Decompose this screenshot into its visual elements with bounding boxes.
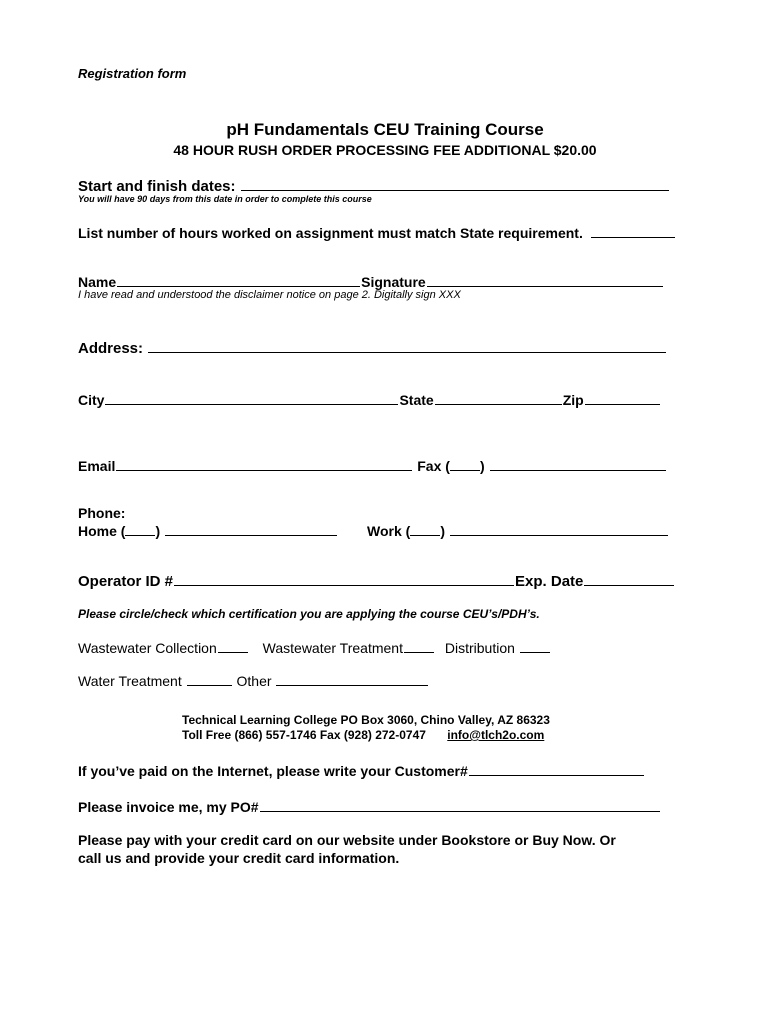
home-phone-label: Home (	[78, 523, 126, 539]
exp-date-input[interactable]	[584, 571, 674, 586]
dates-input[interactable]	[241, 176, 669, 191]
dates-label: Start and finish dates:	[78, 178, 236, 195]
name-signature-row	[78, 272, 664, 290]
credit-card-line-2: call us and provide your credit card information.	[78, 850, 400, 866]
fax-area-code-input[interactable]	[450, 456, 480, 471]
city-label: City	[78, 392, 105, 408]
cert-option-water-treatment[interactable]: Water Treatment	[78, 673, 182, 689]
customer-number-row	[78, 761, 645, 779]
certification-row-1	[78, 638, 551, 656]
credit-card-line-1: Please pay with your credit card on our website under Bookstore or Buy Now. Or	[78, 832, 616, 848]
operator-row	[78, 571, 675, 590]
dates-row	[78, 176, 670, 195]
email-label: Email	[78, 458, 116, 474]
phone-label: Phone:	[78, 505, 126, 521]
certification-row-2	[78, 671, 429, 689]
operator-id-input[interactable]	[174, 571, 514, 586]
zip-label: Zip	[562, 392, 584, 408]
address-label: Address:	[78, 340, 144, 357]
po-number-label: Please invoice me, my PO#	[78, 799, 259, 815]
hours-input[interactable]	[591, 223, 675, 238]
city-input[interactable]	[105, 390, 398, 405]
zip-input[interactable]	[585, 390, 660, 405]
dates-note: You will have 90 days from this date in order to complete this course	[78, 194, 372, 204]
form-label: Registration form	[78, 66, 187, 81]
home-phone-row	[78, 521, 338, 539]
name-input[interactable]	[117, 272, 360, 287]
work-area-code-input[interactable]	[410, 521, 440, 536]
cert-option-wastewater-treatment[interactable]: Wastewater Treatment	[262, 640, 403, 656]
name-label: Name	[78, 274, 117, 290]
work-phone-input[interactable]	[450, 521, 668, 536]
fax-number-input[interactable]	[490, 456, 666, 471]
email-fax-row	[78, 456, 667, 474]
customer-number-label: If you’ve paid on the Internet, please write your Customer#	[78, 763, 468, 779]
rush-fee-notice: 48 HOUR RUSH ORDER PROCESSING FEE ADDITIONAL $20.00	[173, 142, 597, 158]
wastewater-treatment-check[interactable]	[404, 638, 434, 653]
state-label: State	[399, 392, 434, 408]
exp-date-label: Exp. Date	[515, 573, 584, 590]
signature-label: Signature	[361, 274, 426, 290]
po-number-input[interactable]	[260, 797, 660, 812]
distribution-check[interactable]	[520, 638, 550, 653]
cert-option-other[interactable]: Other	[236, 673, 272, 689]
customer-number-input[interactable]	[469, 761, 644, 776]
work-phone-row	[367, 521, 669, 539]
cert-option-distribution[interactable]: Distribution	[444, 640, 515, 656]
college-phone-fax	[182, 728, 544, 742]
signature-note: I have read and understood the disclaimer notice on page 2. Digitally sign XXX	[78, 289, 461, 301]
email-input[interactable]	[116, 456, 412, 471]
water-treatment-check[interactable]	[187, 671, 232, 686]
work-phone-label: Work (	[367, 523, 411, 539]
address-input[interactable]	[148, 338, 666, 353]
other-input[interactable]	[276, 671, 428, 686]
wastewater-collection-check[interactable]	[218, 638, 248, 653]
fax-close-paren: )	[479, 458, 485, 474]
home-close-paren: )	[155, 523, 161, 539]
cert-option-wastewater-collection[interactable]: Wastewater Collection	[78, 640, 217, 656]
address-row	[78, 338, 667, 357]
college-address: Technical Learning College PO Box 3060, Chino Valley, AZ 86323	[182, 713, 550, 727]
state-input[interactable]	[435, 390, 562, 405]
home-area-code-input[interactable]	[125, 521, 155, 536]
hours-row	[78, 223, 676, 241]
fax-label: Fax (	[417, 458, 450, 474]
course-title: pH Fundamentals CEU Training Course	[226, 120, 544, 139]
operator-id-label: Operator ID #	[78, 573, 174, 590]
city-state-zip-row	[78, 390, 661, 408]
signature-input[interactable]	[427, 272, 663, 287]
certification-instruction: Please circle/check which certification you are applying the course CEU’s/PDH’s.	[78, 607, 540, 621]
hours-label: List number of hours worked on assignment must match State requirement.	[78, 225, 583, 241]
email-link[interactable]: info@tlch2o.com	[447, 728, 545, 742]
phone-fax-text: Toll Free (866) 557-1746 Fax (928) 272-0747	[182, 728, 426, 742]
work-close-paren: )	[440, 523, 445, 539]
po-number-row	[78, 797, 661, 815]
home-phone-input[interactable]	[165, 521, 337, 536]
